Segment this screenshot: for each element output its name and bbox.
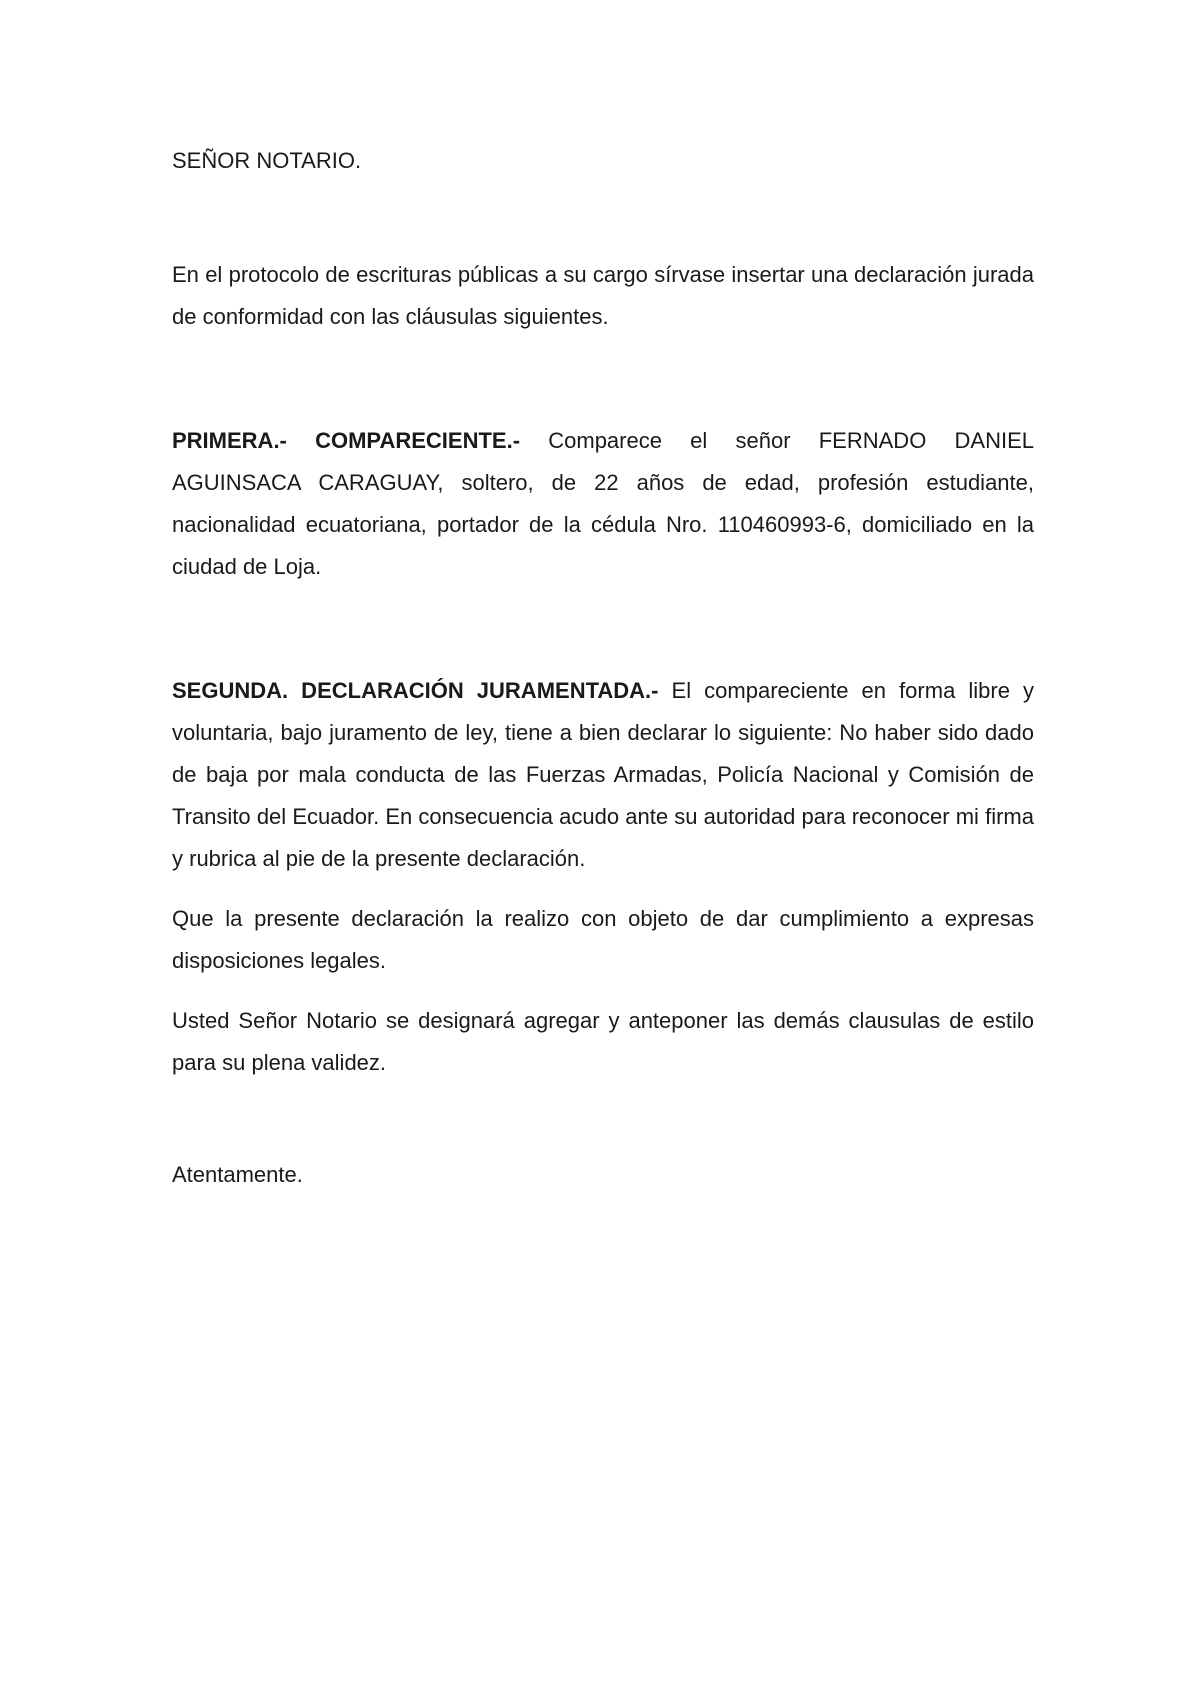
closing: Atentamente. — [172, 1162, 303, 1187]
clause-primera-heading: PRIMERA.- COMPARECIENTE.- — [172, 428, 521, 453]
clause-segunda-text: El compareciente en forma libre y voluntaria, bajo juramento de ley, tiene a bien declarar lo siguiente: No haber sido dado de baja por mala conducta de las Fuerzas Armadas, Policía Nacional y Comisión de Transito del Ecuador. En consecuencia acudo ante su autoridad para reconocer mi firma y rubrica al pie de la presente declaración. — [172, 678, 1034, 871]
clause-primera-text: Comparece el señor FERNADO DANIEL AGUINSACA CARAGUAY, soltero, de 22 años de edad, profesión estudiante, nacionalidad ecuatoriana, portador de la cédula Nro. 110460993-6, domiciliado en la ciudad de Loja. — [172, 428, 1034, 579]
salutation: SEÑOR NOTARIO. — [172, 148, 362, 173]
intro-paragraph: En el protocolo de escrituras públicas a su cargo sírvase insertar una declaración jurada de conformidad con las cláusulas siguientes. — [172, 262, 1034, 329]
paragraph-objeto: Que la presente declaración la realizo con objeto de dar cumplimiento a expresas disposiciones legales. — [172, 906, 1034, 973]
clause-segunda — [172, 670, 1034, 880]
clause-primera — [172, 420, 1034, 588]
paragraph-notario: Usted Señor Notario se designará agregar y anteponer las demás clausulas de estilo para su plena validez. — [172, 1008, 1034, 1075]
document-body — [172, 140, 1034, 1196]
clause-segunda-heading: SEGUNDA. DECLARACIÓN JURAMENTADA.- — [172, 678, 659, 703]
